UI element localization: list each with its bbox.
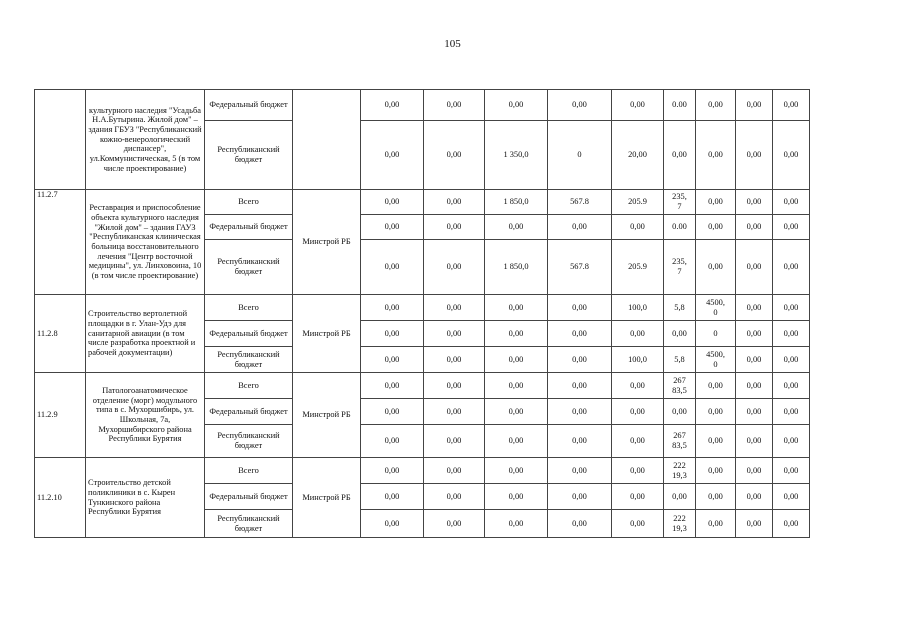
table-row bbox=[35, 373, 857, 399]
value-cell: 0,00 bbox=[548, 484, 612, 510]
value-cell: 0,00 bbox=[736, 484, 773, 510]
item-name-cell: Строительство детской поликлиники в с. Кырен Тункинского района Республики Бурятия bbox=[86, 458, 205, 538]
value-cell: 0,00 bbox=[424, 190, 485, 215]
value-cell: 0,00 bbox=[664, 399, 696, 425]
value-cell: 0,00 bbox=[361, 373, 424, 399]
value-cell: 0.00 bbox=[664, 215, 696, 240]
funding-source-cell: Республиканский бюджет bbox=[205, 240, 293, 295]
budget-table bbox=[34, 89, 857, 538]
item-code-cell: 11.2.7 bbox=[35, 190, 86, 295]
value-cell: 0,00 bbox=[612, 373, 664, 399]
value-cell: 0,00 bbox=[696, 484, 736, 510]
funding-source-cell: Федеральный бюджет bbox=[205, 484, 293, 510]
funding-source-cell: Республиканский бюджет bbox=[205, 510, 293, 538]
value-cell: 0,00 bbox=[424, 399, 485, 425]
executor-cell: Минстрой РБ bbox=[293, 295, 361, 373]
value-cell: 0,00 bbox=[424, 215, 485, 240]
value-cell: 0,00 bbox=[548, 425, 612, 458]
value-cell: 20,00 bbox=[612, 121, 664, 190]
value-cell: 0,00 bbox=[361, 90, 424, 121]
value-cell: 0,00 bbox=[361, 240, 424, 295]
value-cell: 0,00 bbox=[548, 510, 612, 538]
value-cell: 267 83,5 bbox=[664, 425, 696, 458]
value-cell: 0,00 bbox=[612, 484, 664, 510]
value-cell: 0,00 bbox=[485, 295, 548, 321]
value-cell: 0,00 bbox=[736, 295, 773, 321]
funding-source-cell: Республиканский бюджет bbox=[205, 425, 293, 458]
value-cell: 0,00 bbox=[424, 321, 485, 347]
executor-cell: Минстрой РБ bbox=[293, 458, 361, 538]
value-cell: 5,8 bbox=[664, 347, 696, 373]
item-name-cell: Строительство вертолетной площадки в г. Улан-Удэ для санитарной авиации (в том числе разработка проектной и рабочей документации) bbox=[86, 295, 205, 373]
item-code-cell: 11.2.8 bbox=[35, 295, 86, 373]
value-cell: 0,00 bbox=[485, 321, 548, 347]
executor-cell: Минстрой РБ bbox=[293, 373, 361, 458]
funding-source-cell: Федеральный бюджет bbox=[205, 399, 293, 425]
value-cell: 0,00 bbox=[736, 425, 773, 458]
executor-cell: Минстрой РБ bbox=[293, 190, 361, 295]
value-cell: 0,00 bbox=[773, 121, 810, 190]
value-cell: 0,00 bbox=[548, 458, 612, 484]
value-cell: 0,00 bbox=[696, 373, 736, 399]
value-cell: 5,8 bbox=[664, 295, 696, 321]
value-cell: 205.9 bbox=[612, 240, 664, 295]
value-cell: 0,00 bbox=[361, 425, 424, 458]
value-cell: 1 350,0 bbox=[485, 121, 548, 190]
value-cell: 0,00 bbox=[485, 510, 548, 538]
value-cell: 0,00 bbox=[736, 90, 773, 121]
value-cell: 0.00 bbox=[664, 90, 696, 121]
value-cell: 235, 7 bbox=[664, 190, 696, 215]
value-cell: 0 bbox=[548, 121, 612, 190]
value-cell: 0 bbox=[696, 321, 736, 347]
value-cell: 0,00 bbox=[612, 90, 664, 121]
value-cell: 205.9 bbox=[612, 190, 664, 215]
value-cell: 235, 7 bbox=[664, 240, 696, 295]
value-cell: 0,00 bbox=[773, 484, 810, 510]
value-cell: 0,00 bbox=[773, 347, 810, 373]
funding-source-cell: Республиканский бюджет bbox=[205, 347, 293, 373]
value-cell: 0,00 bbox=[424, 240, 485, 295]
value-cell: 0,00 bbox=[548, 373, 612, 399]
funding-source-cell: Республиканский бюджет bbox=[205, 121, 293, 190]
value-cell: 0,00 bbox=[773, 190, 810, 215]
value-cell: 0,00 bbox=[485, 458, 548, 484]
value-cell: 0,00 bbox=[548, 347, 612, 373]
value-cell: 0,00 bbox=[736, 121, 773, 190]
value-cell: 0,00 bbox=[361, 347, 424, 373]
table-row bbox=[35, 295, 857, 321]
value-cell: 0,00 bbox=[736, 215, 773, 240]
value-cell: 4500, 0 bbox=[696, 347, 736, 373]
item-name-cell: Реставрация и приспособление объекта культурного наследия "Жилой дом" – здания ГАУЗ "Республиканская клиническая больница восстановительного лечения "Центр восточной медицины", ул. Линховоина, 10 (в том числе проектирование) bbox=[86, 190, 205, 295]
value-cell: 0,00 bbox=[361, 215, 424, 240]
value-cell: 0,00 bbox=[773, 458, 810, 484]
value-cell: 0,00 bbox=[548, 399, 612, 425]
funding-source-cell: Всего bbox=[205, 190, 293, 215]
value-cell: 0,00 bbox=[361, 321, 424, 347]
value-cell: 0,00 bbox=[696, 190, 736, 215]
value-cell: 567.8 bbox=[548, 190, 612, 215]
value-cell: 0,00 bbox=[361, 190, 424, 215]
item-code-cell: 11.2.9 bbox=[35, 373, 86, 458]
value-cell: 0,00 bbox=[696, 240, 736, 295]
value-cell: 0,00 bbox=[736, 458, 773, 484]
value-cell: 0,00 bbox=[424, 347, 485, 373]
value-cell: 0,00 bbox=[612, 215, 664, 240]
value-cell: 0,00 bbox=[696, 458, 736, 484]
value-cell: 0,00 bbox=[773, 425, 810, 458]
value-cell: 0,00 bbox=[736, 240, 773, 295]
value-cell: 0,00 bbox=[773, 373, 810, 399]
value-cell: 0,00 bbox=[696, 399, 736, 425]
value-cell: 0,00 bbox=[612, 458, 664, 484]
value-cell: 0,00 bbox=[361, 399, 424, 425]
value-cell: 222 19,3 bbox=[664, 458, 696, 484]
value-cell: 0,00 bbox=[548, 90, 612, 121]
value-cell: 0,00 bbox=[696, 510, 736, 538]
value-cell: 0,00 bbox=[664, 321, 696, 347]
value-cell: 0,00 bbox=[612, 425, 664, 458]
value-cell: 0,00 bbox=[773, 90, 810, 121]
value-cell: 0,00 bbox=[485, 484, 548, 510]
funding-source-cell: Федеральный бюджет bbox=[205, 90, 293, 121]
value-cell: 0,00 bbox=[424, 425, 485, 458]
value-cell: 0,00 bbox=[424, 373, 485, 399]
funding-source-cell: Федеральный бюджет bbox=[205, 215, 293, 240]
funding-source-cell: Всего bbox=[205, 373, 293, 399]
value-cell: 0,00 bbox=[696, 215, 736, 240]
value-cell: 0,00 bbox=[548, 215, 612, 240]
value-cell: 0,00 bbox=[773, 215, 810, 240]
value-cell: 100,0 bbox=[612, 347, 664, 373]
value-cell: 0,00 bbox=[424, 295, 485, 321]
value-cell: 0,00 bbox=[736, 373, 773, 399]
value-cell: 222 19,3 bbox=[664, 510, 696, 538]
funding-source-cell: Федеральный бюджет bbox=[205, 321, 293, 347]
value-cell: 0,00 bbox=[773, 240, 810, 295]
value-cell: 1 850,0 bbox=[485, 190, 548, 215]
value-cell: 0,00 bbox=[424, 121, 485, 190]
value-cell: 100,0 bbox=[612, 295, 664, 321]
executor-cell bbox=[293, 90, 361, 190]
value-cell: 0,00 bbox=[485, 215, 548, 240]
value-cell: 0,00 bbox=[773, 399, 810, 425]
value-cell: 0,00 bbox=[612, 399, 664, 425]
value-cell: 0,00 bbox=[612, 321, 664, 347]
value-cell: 0,00 bbox=[485, 90, 548, 121]
value-cell: 267 83,5 bbox=[664, 373, 696, 399]
item-code-cell: 11.2.10 bbox=[35, 458, 86, 538]
value-cell: 4500, 0 bbox=[696, 295, 736, 321]
page-number: 105 bbox=[444, 38, 461, 50]
value-cell: 567.8 bbox=[548, 240, 612, 295]
value-cell: 0,00 bbox=[736, 399, 773, 425]
item-name-cell: Патологоанатомическое отделение (морг) модульного типа в с. Мухоршибирь, ул. Школьная, 7а, Мухоршибирского района Республики Бурятия bbox=[86, 373, 205, 458]
value-cell: 0,00 bbox=[664, 121, 696, 190]
value-cell: 0,00 bbox=[696, 121, 736, 190]
value-cell: 0,00 bbox=[361, 295, 424, 321]
value-cell: 0,00 bbox=[485, 425, 548, 458]
value-cell: 0,00 bbox=[736, 347, 773, 373]
value-cell: 0,00 bbox=[548, 321, 612, 347]
table-row bbox=[35, 90, 857, 121]
value-cell: 1 850,0 bbox=[485, 240, 548, 295]
value-cell: 0,00 bbox=[696, 425, 736, 458]
value-cell: 0,00 bbox=[424, 510, 485, 538]
value-cell: 0,00 bbox=[361, 510, 424, 538]
table-row bbox=[35, 458, 857, 484]
value-cell: 0,00 bbox=[361, 121, 424, 190]
value-cell: 0,00 bbox=[485, 399, 548, 425]
value-cell: 0,00 bbox=[485, 373, 548, 399]
value-cell: 0,00 bbox=[424, 90, 485, 121]
item-name-cell: культурного наследия "Усадьба Н.А.Бутырина. Жилой дом" – здания ГБУЗ "Республиканский кожно-венерологический диспансер", ул.Коммунистическая, 5 (в том числе проектирование) bbox=[86, 90, 205, 190]
funding-source-cell: Всего bbox=[205, 458, 293, 484]
value-cell: 0,00 bbox=[361, 458, 424, 484]
value-cell: 0,00 bbox=[773, 510, 810, 538]
value-cell: 0,00 bbox=[736, 190, 773, 215]
value-cell: 0,00 bbox=[548, 295, 612, 321]
value-cell: 0,00 bbox=[664, 484, 696, 510]
value-cell: 0,00 bbox=[696, 90, 736, 121]
value-cell: 0,00 bbox=[736, 510, 773, 538]
value-cell: 0,00 bbox=[612, 510, 664, 538]
value-cell: 0,00 bbox=[485, 347, 548, 373]
table-row bbox=[35, 190, 857, 215]
item-code-cell bbox=[35, 90, 86, 190]
value-cell: 0,00 bbox=[773, 295, 810, 321]
value-cell: 0,00 bbox=[424, 484, 485, 510]
table-body bbox=[35, 90, 857, 538]
value-cell: 0,00 bbox=[424, 458, 485, 484]
funding-source-cell: Всего bbox=[205, 295, 293, 321]
value-cell: 0,00 bbox=[736, 321, 773, 347]
value-cell: 0,00 bbox=[773, 321, 810, 347]
value-cell: 0,00 bbox=[361, 484, 424, 510]
